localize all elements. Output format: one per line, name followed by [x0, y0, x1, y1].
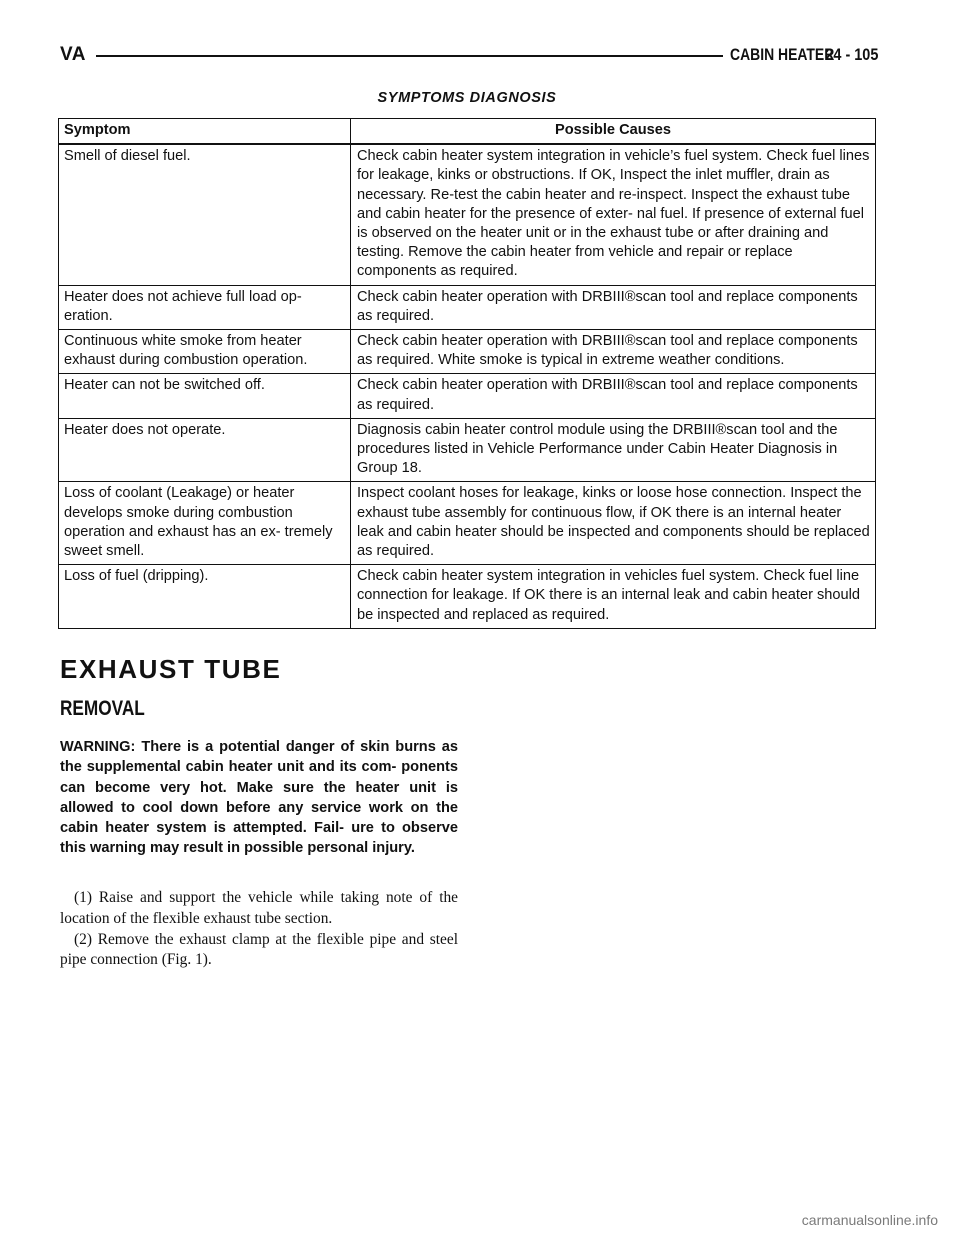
cause-cell: Check cabin heater operation with DRBIII®scan tool and replace components as required. [351, 374, 876, 418]
column-header-symptom: Symptom [59, 119, 351, 145]
header-model-code: VA [60, 44, 86, 65]
cause-cell: Check cabin heater operation with DRBIII®scan tool and replace components as required. White smoke is typical in extreme weather conditions. [351, 330, 876, 374]
table-row [59, 144, 876, 285]
symptom-cell: Loss of coolant (Leakage) or heater develops smoke during combustion operation and exhaust has an ex- tremely sweet smell. [59, 482, 351, 565]
section-subheading: REMOVAL [60, 697, 145, 720]
symptom-cell: Heater can not be switched off. [59, 374, 351, 418]
page-header [60, 44, 878, 70]
cause-cell: Diagnosis cabin heater control module using the DRBIII®scan tool and the procedures listed in Vehicle Performance under Cabin Heater Diagnosis in Group 18. [351, 418, 876, 482]
table-header-row [59, 119, 876, 145]
table-row [59, 482, 876, 565]
symptom-cell: Smell of diesel fuel. [59, 144, 351, 285]
symptoms-table [58, 118, 876, 629]
symptom-cell: Heater does not operate. [59, 418, 351, 482]
cause-cell: Check cabin heater system integration in vehicle’s fuel system. Check fuel lines for leakage, kinks or obstructions. If OK, Inspect the inlet muffler, drain as necessary. Re-test the cabin heater and re-inspect. Inspect the exhaust tube and cabin heater for the presence of exter- nal fuel. If presence of external fuel is observed on the heater unit or in the exhaust tube or after draining and testing. Remove the cabin heater from vehicle and repair or replace components as required. [351, 144, 876, 285]
section-heading: EXHAUST TUBE [60, 654, 282, 684]
header-page-number: 24 - 105 [824, 45, 878, 64]
cause-cell: Inspect coolant hoses for leakage, kinks or loose hose connection. Inspect the exhaust tube assembly for continuous flow, if OK there is an internal heater leak and cabin heater should be inspected and components should be replaced as required. [351, 482, 876, 565]
table-row [59, 330, 876, 374]
table-row [59, 418, 876, 482]
column-header-possible-causes: Possible Causes [351, 119, 876, 145]
table-row [59, 565, 876, 629]
table-row [59, 285, 876, 329]
symptom-cell: Heater does not achieve full load op- eration. [59, 285, 351, 329]
procedure-step: (1) Raise and support the vehicle while taking note of the location of the flexible exhaust tube section. [60, 889, 458, 927]
table-row [59, 374, 876, 418]
cause-cell: Check cabin heater operation with DRBIII®scan tool and replace components as required. [351, 285, 876, 329]
header-section-title: CABIN HEATER [730, 45, 835, 64]
symptom-cell: Loss of fuel (dripping). [59, 565, 351, 629]
header-rule [96, 55, 723, 57]
procedure-step: (2) Remove the exhaust clamp at the flexible pipe and steel pipe connection (Fig. 1). [60, 930, 458, 969]
table-title: SYMPTOMS DIAGNOSIS [377, 90, 557, 106]
procedure-steps [60, 888, 458, 971]
watermark: carmanualsonline.info [801, 1212, 938, 1228]
warning-paragraph: WARNING: There is a potential danger of skin burns as the supplemental cabin heater unit and its com- ponents can become very hot. Make sure the heater unit is allowed to cool down before any service work on the cabin heater system is attempted. Fail- ure to observe this warning may result in possible personal injury. [60, 739, 458, 857]
symptom-cell: Continuous white smoke from heater exhaust during combustion operation. [59, 330, 351, 374]
cause-cell: Check cabin heater system integration in vehicles fuel system. Check fuel line connection for leakage. If OK there is an internal leak and cabin heater should be inspected and replaced as required. [351, 565, 876, 629]
